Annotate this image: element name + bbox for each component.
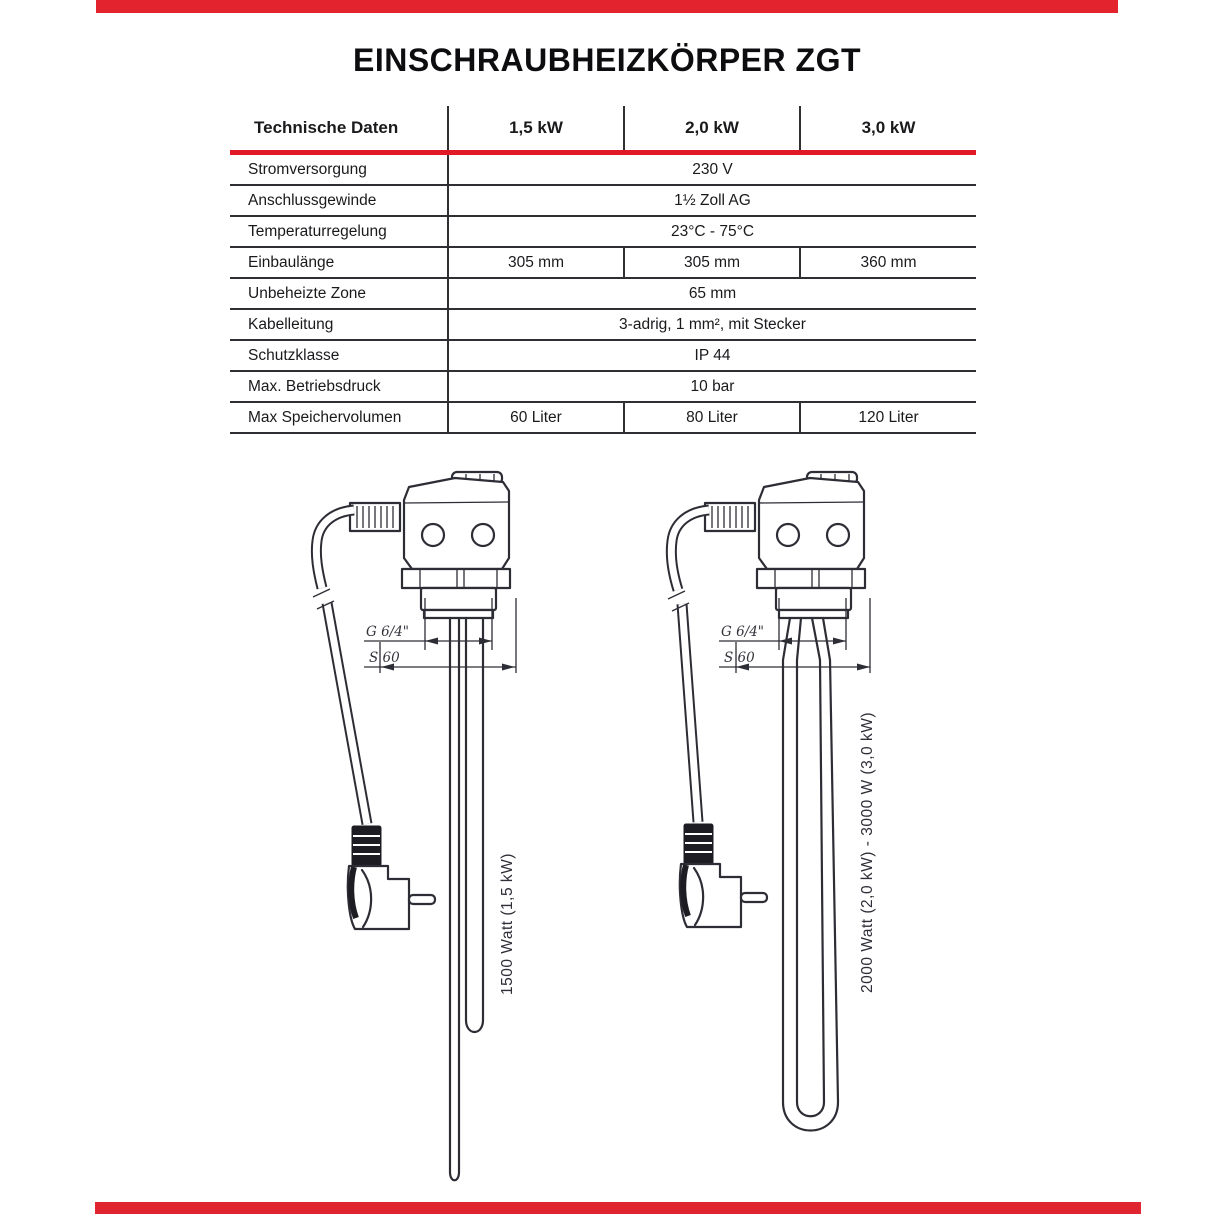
- cable-gland: [705, 503, 755, 531]
- thermostat-head: [757, 472, 865, 618]
- row-value: 10 bar: [448, 371, 976, 402]
- row-value: 3-adrig, 1 mm², mit Stecker: [448, 309, 976, 340]
- bottom-red-bar: [95, 1202, 1141, 1214]
- row-value: 65 mm: [448, 278, 976, 309]
- row-label: Kabelleitung: [230, 309, 448, 340]
- row-value: 305 mm: [448, 247, 624, 278]
- row-label: Max Speichervolumen: [230, 402, 448, 433]
- knob-hole: [422, 524, 444, 546]
- dimension-label-wrench: S 60: [724, 650, 755, 666]
- row-value: IP 44: [448, 340, 976, 371]
- table-row: [230, 371, 976, 402]
- flange: [757, 569, 865, 588]
- hairpin-tube-outer: [783, 618, 838, 1131]
- heating-tubes: [783, 618, 838, 1131]
- row-value: 80 Liter: [624, 402, 800, 433]
- row-label: Stromversorgung: [230, 153, 448, 186]
- sensor-tube: [450, 618, 459, 1180]
- power-plug: [348, 826, 435, 929]
- row-value: 23°C - 75°C: [448, 216, 976, 247]
- table-row: [230, 247, 976, 278]
- row-value: 360 mm: [800, 247, 976, 278]
- table-row: [230, 309, 976, 340]
- power-plug: [680, 824, 767, 927]
- dimension-label-thread: G 6/4": [721, 624, 765, 640]
- plug-pin: [741, 893, 767, 902]
- table-row: [230, 340, 976, 371]
- row-value: 1½ Zoll AG: [448, 185, 976, 216]
- table-row: [230, 278, 976, 309]
- row-label: Schutzklasse: [230, 340, 448, 371]
- hex-nut: [421, 588, 496, 610]
- power-rating-label: 2000 Watt (2,0 kW) - 3000 W (3,0 kW): [859, 712, 876, 993]
- hex-nut: [776, 588, 851, 610]
- plug-pin: [409, 895, 435, 904]
- row-label: Max. Betriebsdruck: [230, 371, 448, 402]
- column-header-2-0kw: 2,0 kW: [624, 106, 800, 153]
- row-value: 60 Liter: [448, 402, 624, 433]
- table-row: [230, 185, 976, 216]
- thermostat-head: [402, 472, 510, 618]
- power-cable: [668, 510, 709, 822]
- table-header-row: [230, 106, 976, 153]
- knob-hole: [777, 524, 799, 546]
- page-title: EINSCHRAUBHEIZKÖRPER ZGT: [352, 42, 861, 78]
- row-label: Einbaulänge: [230, 247, 448, 278]
- table-row: [230, 402, 976, 433]
- top-red-bar: [96, 0, 1118, 13]
- row-label: Temperaturregelung: [230, 216, 448, 247]
- heating-tube: [466, 618, 483, 1032]
- row-value: 305 mm: [624, 247, 800, 278]
- row-label: Anschlussgewinde: [230, 185, 448, 216]
- row-label: Unbeheizte Zone: [230, 278, 448, 309]
- power-rating-label: 1500 Watt (1,5 kW): [499, 853, 516, 995]
- heater-drawing-right: [655, 460, 895, 1135]
- table-header-label: Technische Daten: [230, 106, 448, 153]
- nut-lip: [779, 610, 848, 618]
- knob-hole: [827, 524, 849, 546]
- dimension-label-wrench: S 60: [369, 650, 400, 666]
- dimension-label-thread: G 6/4": [366, 624, 410, 640]
- spec-table: [230, 106, 976, 434]
- knob-hole: [472, 524, 494, 546]
- table-row: [230, 216, 976, 247]
- cable-gland: [350, 503, 400, 531]
- nut-lip: [424, 610, 493, 618]
- table-row: [230, 153, 976, 186]
- row-value: 120 Liter: [800, 402, 976, 433]
- heater-drawing-left: [300, 460, 540, 1190]
- row-value: 230 V: [448, 153, 976, 186]
- plug-body: [680, 864, 741, 927]
- plug-body: [348, 866, 409, 929]
- heating-tubes: [450, 618, 483, 1180]
- hairpin-tube-inner: [797, 618, 824, 1116]
- column-header-1-5kw: 1,5 kW: [448, 106, 624, 153]
- power-cable: [313, 510, 367, 824]
- column-header-3-0kw: 3,0 kW: [800, 106, 976, 153]
- flange: [402, 569, 510, 588]
